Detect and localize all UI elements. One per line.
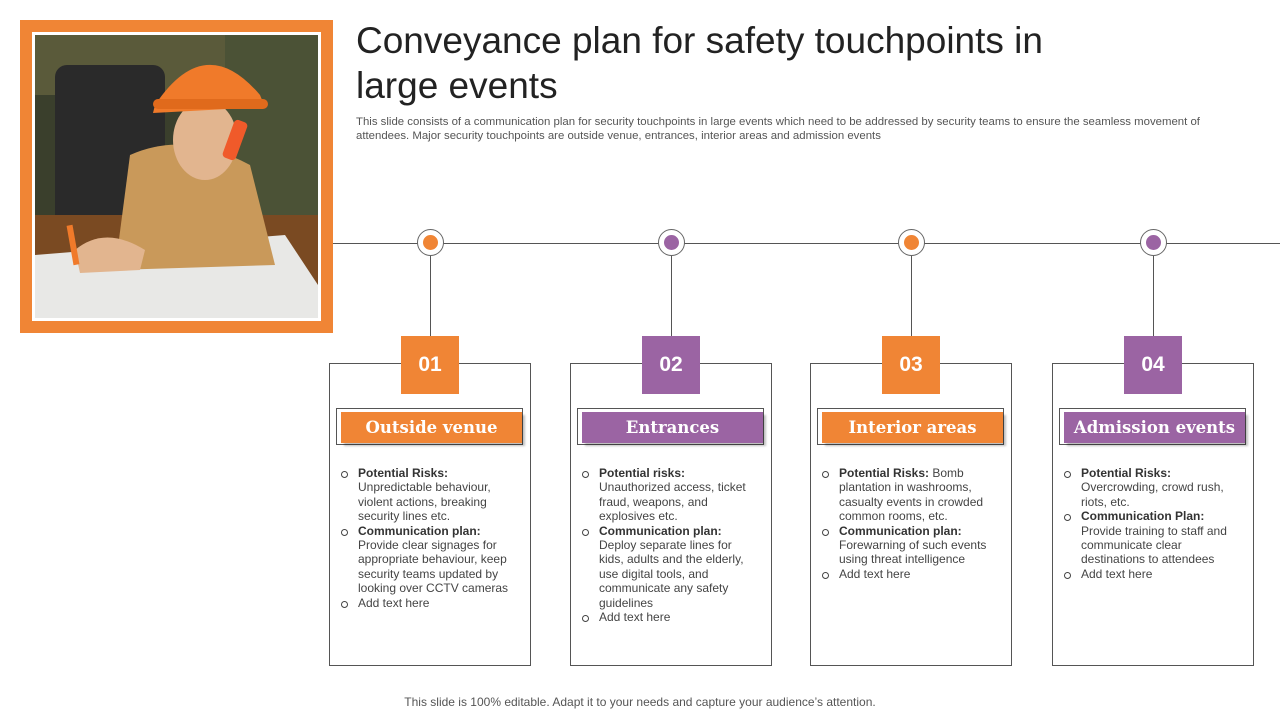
step-number: 01 [401,336,459,394]
worker-on-phone-photo [35,35,318,318]
connector-line [671,256,672,336]
bullet-item: Communication Plan: Provide training to staff and communicate clear destinations to attendees [1062,509,1232,567]
bullet-item: Add text here [820,567,990,581]
step-label-box [577,408,764,445]
step-number: 02 [642,336,700,394]
bullet-item: Add text here [339,596,509,610]
step-label: Entrances [582,412,763,443]
step-label-box [817,408,1004,445]
step-bullets [820,466,990,581]
timeline-line [333,243,1280,244]
connector-line [911,256,912,336]
bullet-item: Potential Risks: Overcrowding, crowd rush, riots, etc. [1062,466,1232,509]
timeline-node [898,229,925,256]
step-label: Outside venue [341,412,522,443]
bullet-item: Potential Risks: Unpredictable behaviour, violent actions, breaking security lines etc. [339,466,509,524]
photo-frame [20,20,333,333]
bullet-item: Potential Risks: Bomb plantation in washrooms, casualty events in crowded common rooms, etc. [820,466,990,524]
timeline-node [1140,229,1167,256]
footer-note: This slide is 100% editable. Adapt it to your needs and capture your audience’s attention. [404,695,876,709]
bullet-item: Communication plan: Forewarning of such events using threat intelligence [820,524,990,567]
page-title: Conveyance plan for safety touchpoints in large events [356,20,1043,106]
bullet-item: Add text here [580,610,750,624]
bullet-item: Communication plan: Deploy separate lines for kids, adults and the elderly, use digital tools, and communicate any safety guidelines [580,524,750,610]
timeline-node [417,229,444,256]
page-subtitle: This slide consists of a communication plan for security touchpoints in large events which need to be addressed by security teams to ensure the seamless movement of attendees. Major security touchpoints are outside venue, entrances, interior areas and admission events [356,116,1200,142]
step-bullets [580,466,750,624]
bullet-item: Add text here [1062,567,1232,581]
timeline-node [658,229,685,256]
step-label: Interior areas [822,412,1003,443]
step-label-box [336,408,523,445]
bullet-item: Communication plan: Provide clear signages for appropriate behaviour, keep security teams updated by looking over CCTV cameras [339,524,509,596]
step-label-box [1059,408,1246,445]
bullet-item: Potential risks: Unauthorized access, ticket fraud, weapons, and explosives etc. [580,466,750,524]
step-number: 04 [1124,336,1182,394]
connector-line [1153,256,1154,336]
step-number: 03 [882,336,940,394]
step-bullets [1062,466,1232,581]
connector-line [430,256,431,336]
step-bullets [339,466,509,610]
step-label: Admission events [1064,412,1245,443]
